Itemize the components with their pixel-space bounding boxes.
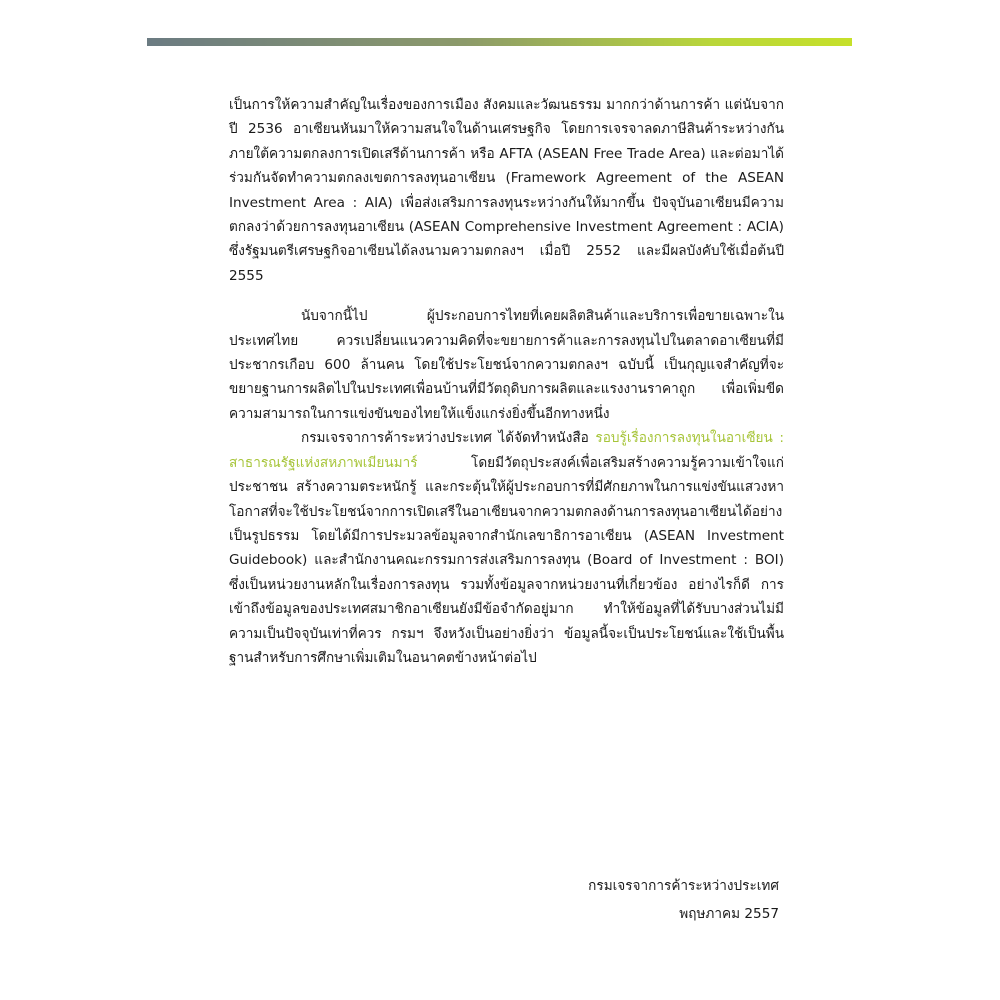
paragraph-3-body: โดยมีวัตถุประสงค์เพื่อเสริมสร้างความรู้ความเข้าใจแก่ประชาชน สร้างความตระหนักรู้ และกระตุ้นให้ผู้ประกอบการที่มีศักยภาพในการแข่งขันแสวงหาโอกาสที่จะใช้ประโยชน์จากการเปิดเสรีในอาเซียนจากความตกลงด้านการลงทุนอาเซียนได้อย่างเป็นรูปธรรม โดยได้มีการประมวลข้อมูลจากสำนักเลขาธิการอาเซียน (ASEAN Investment Guidebook) และสำนักงานคณะกรรมการส่งเสริมการลงทุน (Board of Investment : BOI) ซึ่งเป็นหน่วยงานหลักในเรื่องการลงทุน รวมทั้งข้อมูลจากหน่วยงานที่เกี่ยวข้อง อย่างไรก็ดี การเข้าถึงข้อมูลของประเทศสมาชิกอาเซียนยังมีข้อจำกัดอยู่มาก ทำให้ข้อมูลที่ได้รับบางส่วนไม่มีความเป็นปัจจุบันเท่าที่ควร กรมฯ จึงหวังเป็นอย่างยิ่งว่า ข้อมูลนี้จะเป็นประโยชน์และใช้เป็นพื้นฐานสำหรับการศึกษาเพิ่มเติมในอนาคตข้างหน้าต่อไป <box>229 454 784 666</box>
top-divider-bar <box>147 38 852 46</box>
signature-block <box>588 872 779 928</box>
paragraph-3 <box>229 426 784 670</box>
body-text <box>229 93 784 670</box>
signature-date: พฤษภาคม 2557 <box>679 906 779 922</box>
paragraph-1: เป็นการให้ความสำคัญในเรื่องของการเมือง สังคมและวัฒนธรรม มากกว่าด้านการค้า แต่นับจากปี 2536 อาเซียนหันมาให้ความสนใจในด้านเศรษฐกิจ โดยการเจรจาลดภาษีสินค้าระหว่างกันภายใต้ความตกลงการเปิดเสรีด้านการค้า หรือ AFTA (ASEAN Free Trade Area) และต่อมาได้ร่วมกันจัดทำความตกลงเขตการลงทุนอาเซียน (Framework Agreement of the ASEAN Investment Area : AIA) เพื่อส่งเสริมการลงทุนระหว่างกันให้มากขึ้น ปัจจุบันอาเซียนมีความตกลงว่าด้วยการลงทุนอาเซียน (ASEAN Comprehensive Investment Agreement : ACIA) ซึ่งรัฐมนตรีเศรษฐกิจอาเซียนได้ลงนามความตกลงฯ เมื่อปี 2552 และมีผลบังคับใช้เมื่อต้นปี 2555 <box>229 97 784 284</box>
paragraph-2: นับจากนี้ไป ผู้ประกอบการไทยที่เคยผลิตสินค้าและบริการเพื่อขายเฉพาะในประเทศไทย ควรเปลี่ยนแนวความคิดที่จะขยายการค้าและการลงทุนไปในตลาดอาเซียนที่มีประชากรเกือบ 600 ล้านคน โดยใช้ประโยชน์จากความตกลงฯ ฉบับนี้ เป็นกุญแจสำคัญที่จะขยายฐานการผลิตไปในประเทศเพื่อนบ้านที่มีวัตถุดิบการผลิตและแรงงานราคาถูก เพื่อเพิ่มขีดความสามารถในการแข่งขันของไทยให้แข็งแกร่งยิ่งขึ้นอีกทางหนึ่ง <box>229 308 784 422</box>
book-title-highlight: รอบรู้เรื่องการลงทุนในอาเซียน : สาธารณรัฐแห่งสหภาพเมียนมาร์ <box>229 430 784 471</box>
paragraph-3-intro: กรมเจรจาการค้าระหว่างประเทศ ได้จัดทำหนังสือ <box>301 430 596 447</box>
signature-organization: กรมเจรจาการค้าระหว่างประเทศ <box>588 878 779 894</box>
